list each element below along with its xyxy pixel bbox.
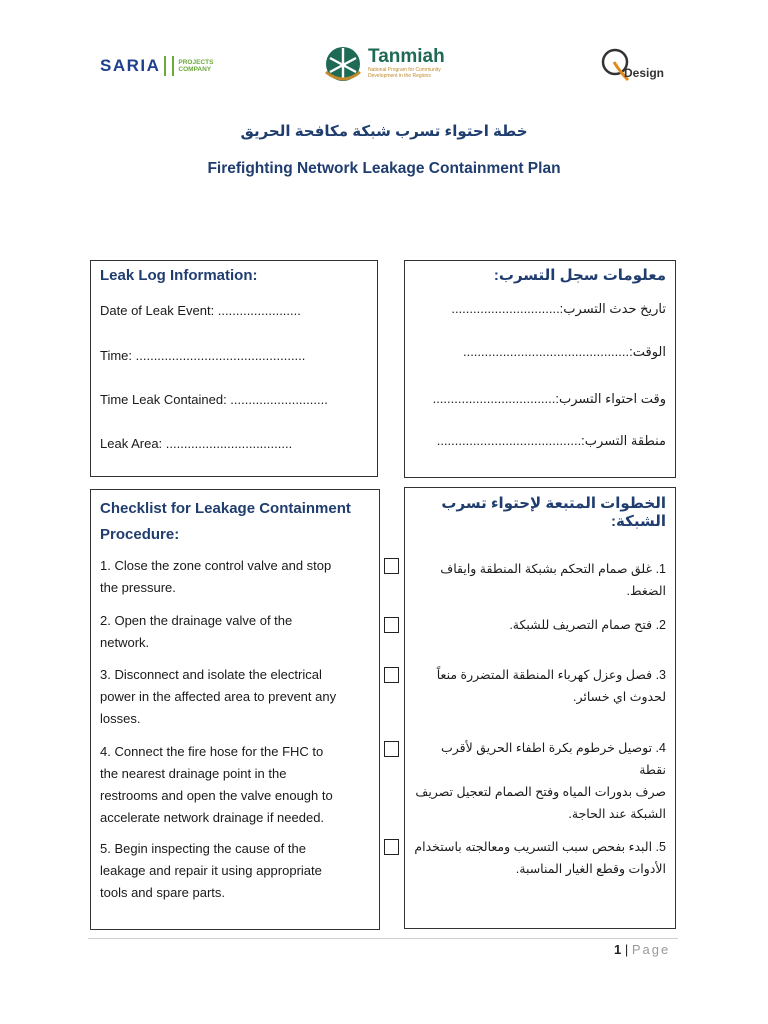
leak-date-field: Date of Leak Event: ....................... [100, 303, 301, 318]
saria-logo-subtitle [178, 59, 213, 73]
checklist-title-line2: Procedure: [100, 526, 180, 543]
step-4-english: 4. Connect the fire hose for the FHC to the nearest drainage point in the restrooms and open the valve enough to accelerate network drainage if needed. [100, 744, 333, 825]
leak-log-box-english [90, 260, 378, 477]
page-separator: | [624, 942, 629, 957]
page-number-footer [614, 942, 670, 957]
step-3-checkbox[interactable] [384, 667, 399, 683]
step-4-checkbox[interactable] [384, 741, 399, 757]
saria-sub-line1: PROJECTS [178, 59, 214, 66]
saria-sub-line2: COMPANY [178, 66, 212, 73]
step-5-english: 5. Begin inspecting the cause of the leakage and repair it using appropriate tools and spare parts. [100, 841, 322, 900]
leak-date-field-arabic: تاريخ حدث التسرب:.............................. [451, 301, 666, 316]
checklist-title-line1: Checklist for Leakage Containment [100, 500, 351, 517]
step-2-arabic: 2. فتح صمام التصريف للشبكة. [509, 618, 666, 632]
saria-logo [100, 56, 213, 76]
step-1-arabic: 1. غلق صمام التحكم بشبكة المنطقة وايقاف الضغط. [440, 562, 666, 598]
tanmiah-emblem-icon [322, 42, 364, 84]
saria-logo-text: SARIA [100, 56, 161, 75]
footer-divider [88, 938, 678, 939]
step-2-english: 2. Open the drainage valve of the network. [100, 613, 293, 650]
leak-area-field: Leak Area: ................................... [100, 436, 293, 451]
step-5-checkbox[interactable] [384, 839, 399, 855]
leak-contained-time-field: Time Leak Contained: ........................... [100, 392, 328, 407]
checklist-title-english [100, 496, 351, 548]
step-5-arabic: 5. البدء بفحص سبب التسريب ومعالجته باستخدام الأدوات وقطع الغيار المناسبة. [414, 840, 666, 876]
step-4-arabic: 4. توصيل خرطوم بكرة اطفاء الحريق لأقرب نقطة صرف بدورات المياه وفتح الصمام لتعجيل تصريف الشبكة عند الحاجة. [415, 741, 666, 821]
checklist-title-arabic: الخطوات المتبعة لإحتواء تسرب الشبكة: [441, 495, 666, 530]
checklist-box-arabic [404, 487, 676, 929]
tanmiah-logo-text: Tanmiah [368, 46, 445, 67]
step-3-arabic: 3. فصل وعزل كهرباء المنطقة المتضررة منعاً لحدوث اي خسائر. [436, 668, 666, 704]
saria-bars-icon [164, 56, 174, 76]
step-1-checkbox[interactable] [384, 558, 399, 574]
title-english: Firefighting Network Leakage Containment Plan [207, 160, 561, 177]
leak-log-title-english: Leak Log Information: [100, 267, 258, 284]
step-3-english: 3. Disconnect and isolate the electrical power in the affected area to prevent any losses. [100, 667, 337, 726]
tanmiah-logo-subtitle: National Program for Community Development in the Regions [368, 67, 441, 79]
leak-time-field: Time: ............................................... [100, 348, 306, 363]
leak-area-field-arabic: منطقة التسرب:........................................ [436, 433, 666, 448]
step-2-checkbox[interactable] [384, 617, 399, 633]
leak-contained-time-field-arabic: وقت احتواء التسرب:.................................. [432, 391, 666, 406]
checklist-box-english [90, 489, 380, 930]
tanmiah-logo [322, 42, 453, 84]
qdesign-logo-text: Design [624, 66, 665, 80]
step-1-english: 1. Close the zone control valve and stop the pressure. [100, 558, 332, 595]
page-label: Page [631, 942, 671, 957]
title-arabic: خطة احتواء تسرب شبكة مكافحة الحريق [240, 123, 528, 140]
qdesign-logo [600, 46, 664, 82]
leak-log-title-arabic: معلومات سجل التسرب: [493, 267, 666, 284]
leak-log-box-arabic [404, 260, 676, 478]
page-number: 1 [614, 942, 622, 957]
leak-time-field-arabic: الوقت:.............................................. [462, 344, 666, 359]
